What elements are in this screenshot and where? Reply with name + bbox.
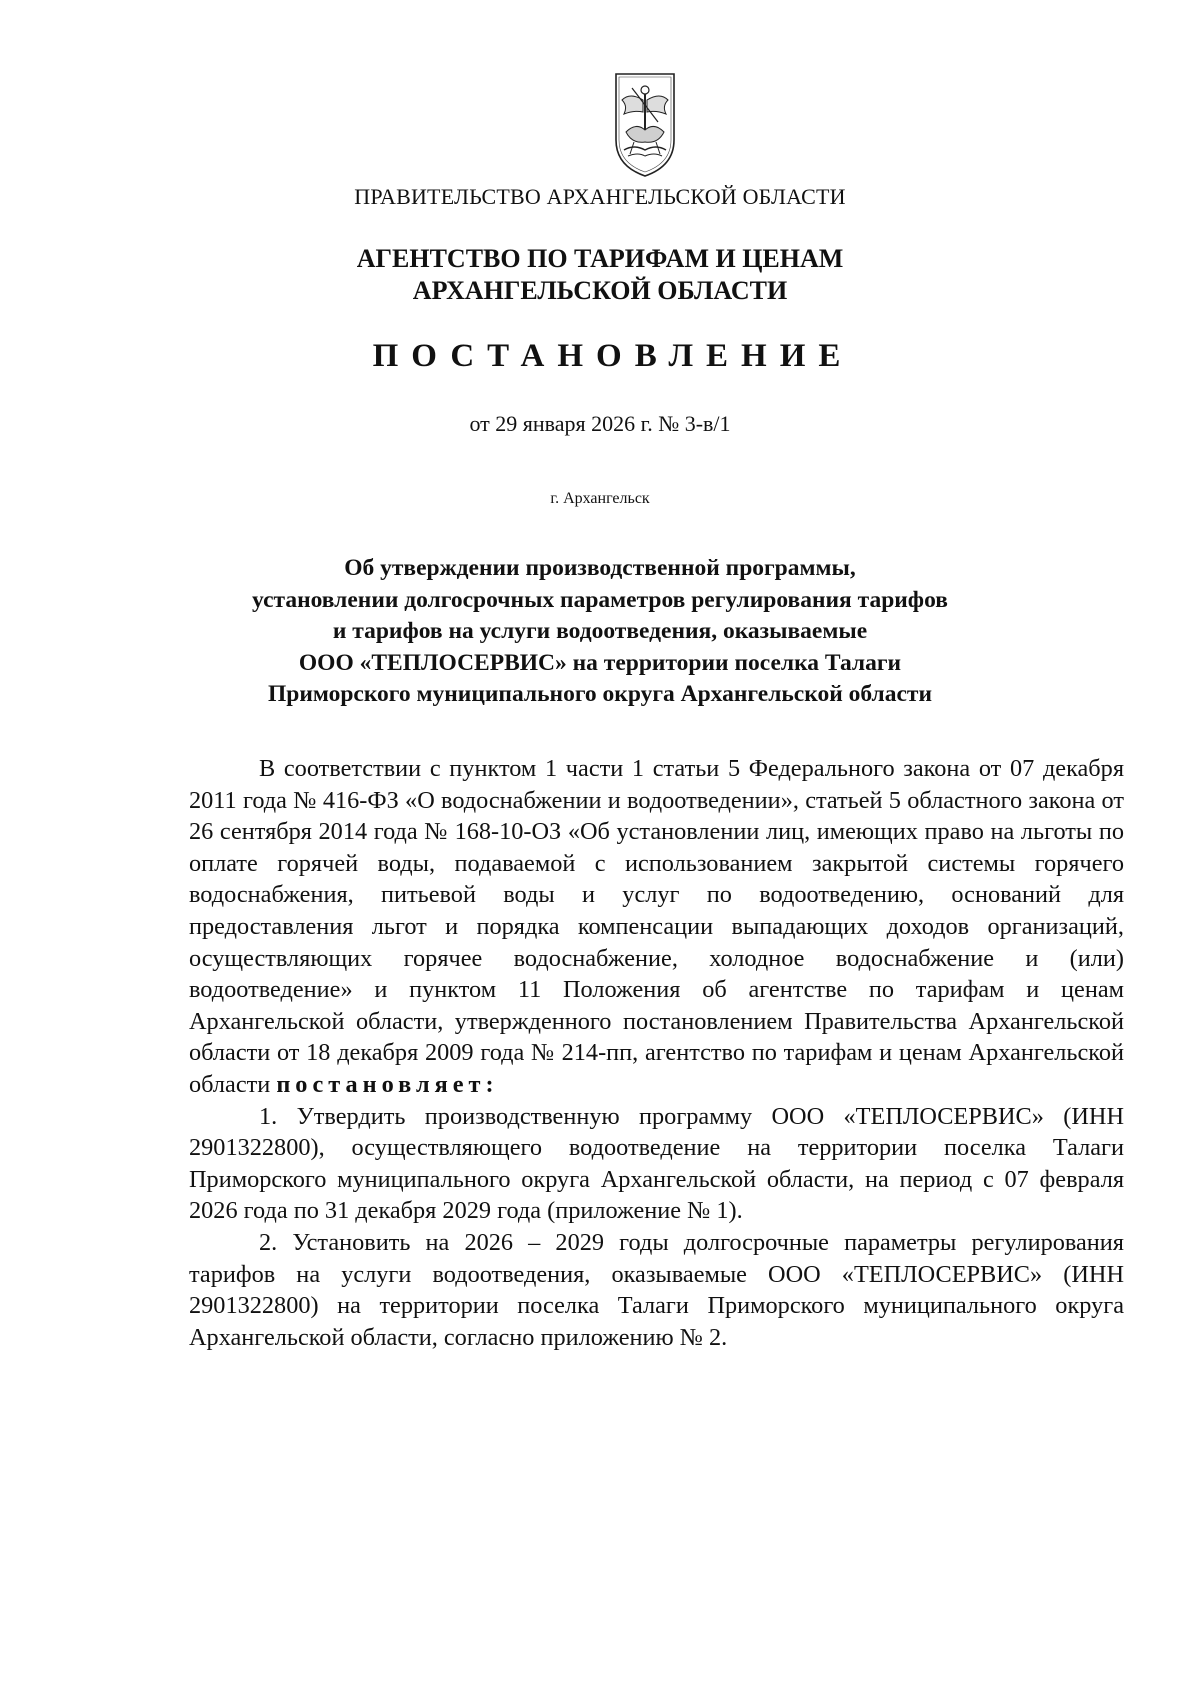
document-subject xyxy=(0,553,1200,711)
document-city: г. Архангельск xyxy=(550,490,650,507)
preamble-text: В соответствии с пунктом 1 части 1 статьи 5 Федерального закона от 07 декабря 2011 года № 416-ФЗ «О водоснабжении и водоотведении», статьей 5 областного закона от 26 сентября 2014 года № 168-10-ОЗ «Об установлении лиц, имеющих право на льготы по оплате горячей воды, подаваемой с использованием закрытой системы горячего водоснабжения, питьевой воды и услуг по водоотведению, оснований для предоставления льгот и порядка компенсации выпадающих доходов организаций, осуществляющих горячее водоснабжение, холодное водоснабжение и (или) водоотведение» и пунктом 11 Положения об агентстве по тарифам и ценам Архангельской области, утвержденного постановлением Правительства Архангельской области от 18 декабря 2009 года № 214-пп, агентство по тарифам и ценам Архангельской области xyxy=(189,755,1124,1098)
agency-name-line-1: АГЕНТСТВО ПО ТАРИФАМ И ЦЕНАМ xyxy=(356,244,844,273)
resolves-keyword: постановляет: xyxy=(276,1070,499,1098)
preamble-paragraph xyxy=(189,753,1124,1101)
agency-name-line-2: АРХАНГЕЛЬСКОЙ ОБЛАСТИ xyxy=(412,276,788,305)
resolution-item-1: 1. Утвердить производственную программу ООО «ТЕПЛОСЕРВИС» (ИНН 2901322800), осуществляющего водоотведение на территории поселка Талаги Приморского муниципального округа Архангельской области, на период с 07 февраля 2026 года по 31 декабря 2029 года (приложение № 1). xyxy=(189,1102,1124,1225)
subject-line: и тарифов на услуги водоотведения, оказываемые xyxy=(332,618,868,644)
subject-line: Об утверждении производственной программы, xyxy=(344,555,856,581)
coat-of-arms-icon xyxy=(612,70,678,180)
subject-line: установлении долгосрочных параметров регулирования тарифов xyxy=(252,586,948,613)
resolution-item-2: 2. Установить на 2026 – 2029 годы долгосрочные параметры регулирования тарифов на услуги водоотведения, оказываемые ООО «ТЕПЛОСЕРВИС» (ИНН 2901322800) на территории поселка Талаги Приморского муниципального округа Архангельской области, согласно приложению № 2. xyxy=(189,1228,1124,1351)
subject-line: Приморского муниципального округа Архангельской области xyxy=(267,681,932,707)
agency-name xyxy=(0,243,1200,307)
government-name: ПРАВИТЕЛЬСТВО АРХАНГЕЛЬСКОЙ ОБЛАСТИ xyxy=(354,184,846,209)
document-type: ПОСТАНОВЛЕНИЕ xyxy=(372,338,854,374)
document-date-number: от 29 января 2026 г. № 3-в/1 xyxy=(469,411,731,436)
document-body xyxy=(189,753,1124,1353)
subject-line: ООО «ТЕПЛОСЕРВИС» на территории поселка Талаги xyxy=(298,649,902,676)
